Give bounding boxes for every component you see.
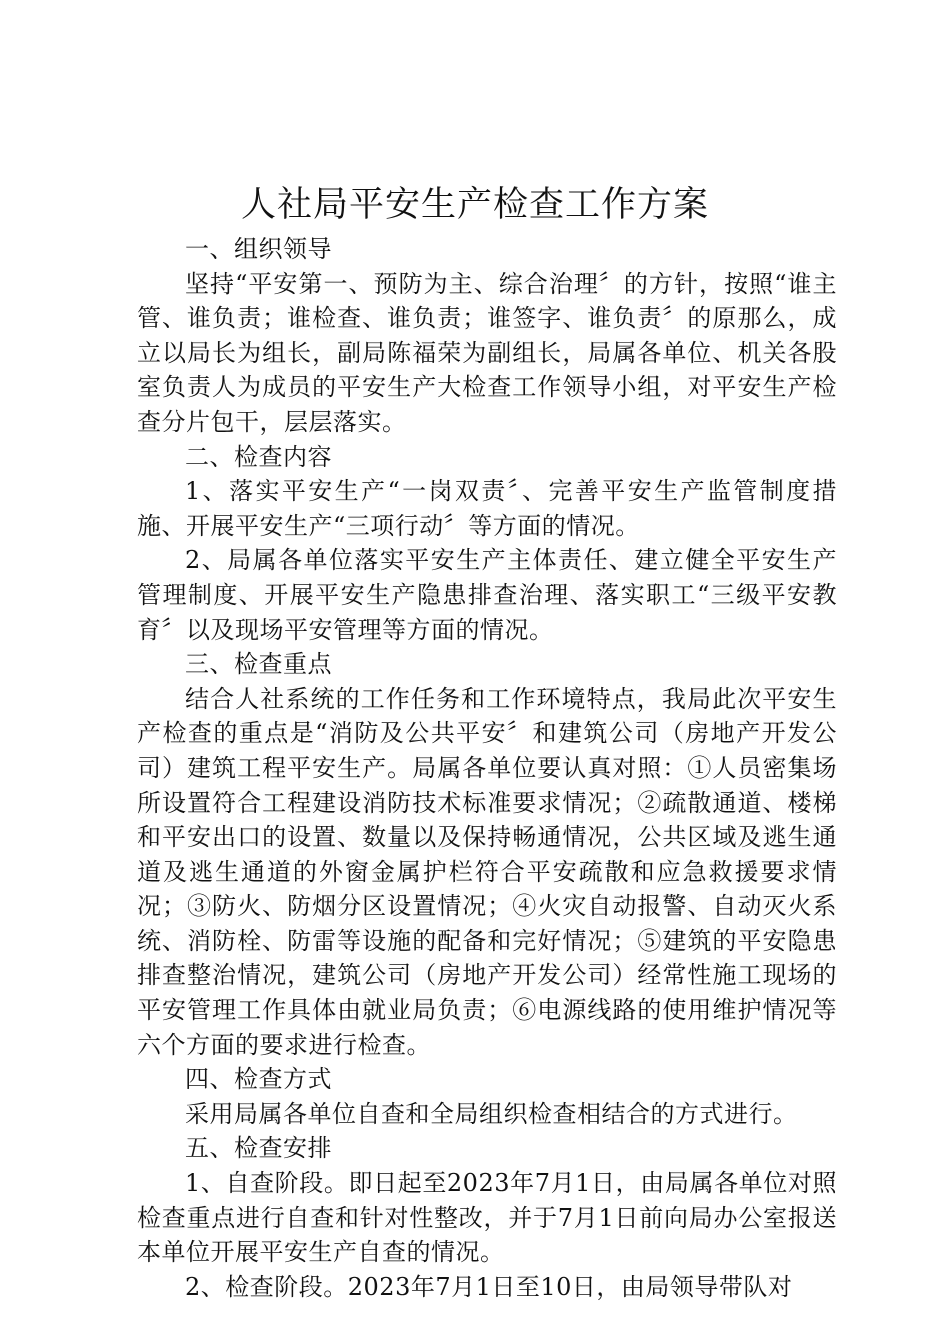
section-heading: 四、检查方式 xyxy=(185,1065,332,1094)
section-heading: 一、组织领导 xyxy=(185,235,332,263)
section-heading: 五、检查安排 xyxy=(185,1134,332,1163)
paragraph: 1、落实平安生产“一岗双责〞、完善平安生产监管制度措施、开展平安生产“三项行动〞等方面的情况。 xyxy=(137,477,837,540)
document-title: 人社局平安生产检查工作方案 xyxy=(240,185,709,225)
section-heading: 二、检查内容 xyxy=(185,442,332,471)
paragraph: 采用局属各单位自查和全局组织检查相结合的方式进行。 xyxy=(185,1099,798,1128)
paragraph: 结合人社系统的工作任务和工作环境特点，我局此次平安生产检查的重点是“消防及公共平安〞和建筑公司（房地产开发公司）建筑工程平安生产。局属各单位要认真对照：①人员密集场所设置符合工程建设消防技术标准要求情况；②疏散通道、楼梯和平安出口的设置、数量以及保持畅通情况，公共区域及逃生通道及逃生通道的外窗金属护栏符合平安疏散和应急救援要求情况；③防火、防烟分区设置情况；④火灾自动报警、自动灭火系统、消防栓、防雷等设施的配备和完好情况；⑤建筑的平安隐患排查整治情况，建筑公司（房地产开发公司）经常性施工现场的平安管理工作具体由就业局负责；⑥电源线路的使用维护情况等六个方面的要求进行检查。 xyxy=(137,684,837,1059)
paragraph: 2、检查阶段。2023年7月1日至10日，由局领导带队对 xyxy=(185,1272,793,1301)
document-body xyxy=(137,232,837,1304)
section-heading: 三、检查重点 xyxy=(185,650,332,679)
paragraph: 坚持“平安第一、预防为主、综合治理〞的方针，按照“谁主管、谁负责；谁检查、谁负责；谁签字、谁负责〞的原那么，成立以局长为组长，副局陈福荣为副组长，局属各单位、机关各股室负责人为成员的平安生产大检查工作领导小组，对平安生产检查分片包干，层层落实。 xyxy=(137,269,837,436)
paragraph: 1、自查阶段。即日起至2023年7月1日，由局属各单位对照检查重点进行自查和针对性整改，并于7月1日前向局办公室报送本单位开展平安生产自查的情况。 xyxy=(137,1169,837,1267)
paragraph: 2、局属各单位落实平安生产主体责任、建立健全平安生产管理制度、开展平安生产隐患排查治理、落实职工“三级平安教育〞以及现场平安管理等方面的情况。 xyxy=(137,546,837,644)
